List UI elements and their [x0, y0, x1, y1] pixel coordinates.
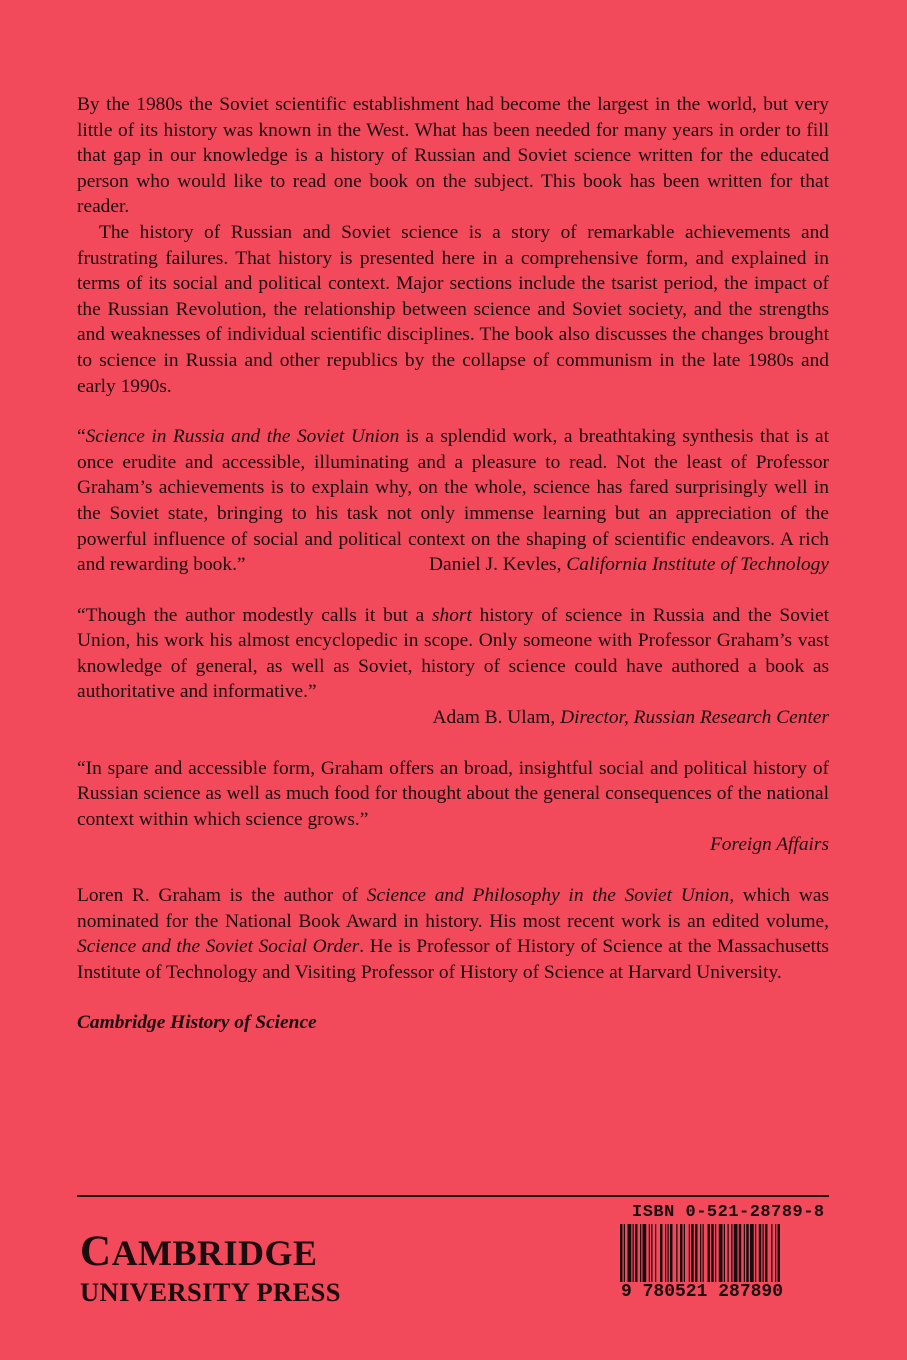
quote-attribution: Foreign Affairs — [709, 834, 829, 856]
book-title: Science in Russia and the Soviet Union — [85, 426, 400, 448]
series-name: Cambridge History of Science — [77, 1012, 317, 1034]
description-paragraph-1: By the 1980s the Soviet scientific establishment had become the largest in the world, but very little of its history was known in the West. What has been needed for many years in order to fill that gap in our knowledge is a history of Russian and Soviet science written for the educated person who would like to read one book on the subject. This book has been written for that reader. — [77, 94, 829, 218]
description-paragraph-2: The history of Russian and Soviet science is a story of remarkable achievements and frustrating failures. That history is presented here in a comprehensive form, and explained in terms of its social and political context. Major sections include the tsarist period, the impact of the Russian Revolution, the relationship between science and Soviet society, and the strengths and weaknesses of individual scientific disciplines. The book also discusses the changes brought to science in Russia and other republics by the collapse of communism in the late 1980s and early 1990s. — [77, 221, 829, 397]
quote-text: “Science in Russia and the Soviet Union is a splendid work, a breathtaking synthesis that is at once erudite and accessible, illuminating and a pleasure to read. Not the least of Professor Graham’s achievements is to explain why, on the whole, science has fared surprisingly well in the Soviet state, bringing to his task not only immense learning but an appreciation of the powerful influence of social and political context on the shaping of scientific endeavors. A rich and rewarding book.” Daniel J. Kevles, California Institute of Technology — [77, 424, 829, 578]
review-quote-foreign-affairs — [77, 756, 829, 858]
ean-digits: 9 780521 287890 — [621, 1282, 784, 1302]
publisher-logo: CAMBRIDGE UNIVERSITY PRESS — [80, 1228, 341, 1307]
quote-attribution: Adam B. Ulam, Director, Russian Research Center — [432, 707, 829, 729]
review-quote-ulam — [77, 603, 829, 731]
quote-attribution: Daniel J. Kevles, California Institute of Technology — [428, 554, 829, 576]
review-quote-kevles — [77, 424, 829, 578]
quote-text: “In spare and accessible form, Graham offers an broad, insightful social and political history of Russian science as well as much food for thought about the general consequences of the national context within which science grows.” — [77, 757, 829, 830]
divider — [77, 1195, 829, 1197]
quote-text: “Though the author modestly calls it but a short history of science in Russia and the Soviet Union, his work his almost encyclopedic in scope. Only someone with Professor Graham’s vast knowledge of general, as well as Soviet, history of science could have authored a book as authoritative and informative.” — [77, 604, 829, 703]
isbn-label: ISBN 0-521-28789-8 — [632, 1203, 825, 1222]
author-bio: Loren R. Graham is the author of Science and Philosophy in the Soviet Union, which was nominated for the National Book Award in history. His most recent work is an edited volume, Science and the Soviet Social Order. He is Professor of History of Science at the Massachusetts Institute of Technology and Visiting Professor of History of Science at Harvard University. — [77, 885, 829, 983]
book-description — [77, 92, 829, 399]
back-cover-text — [77, 92, 829, 1036]
